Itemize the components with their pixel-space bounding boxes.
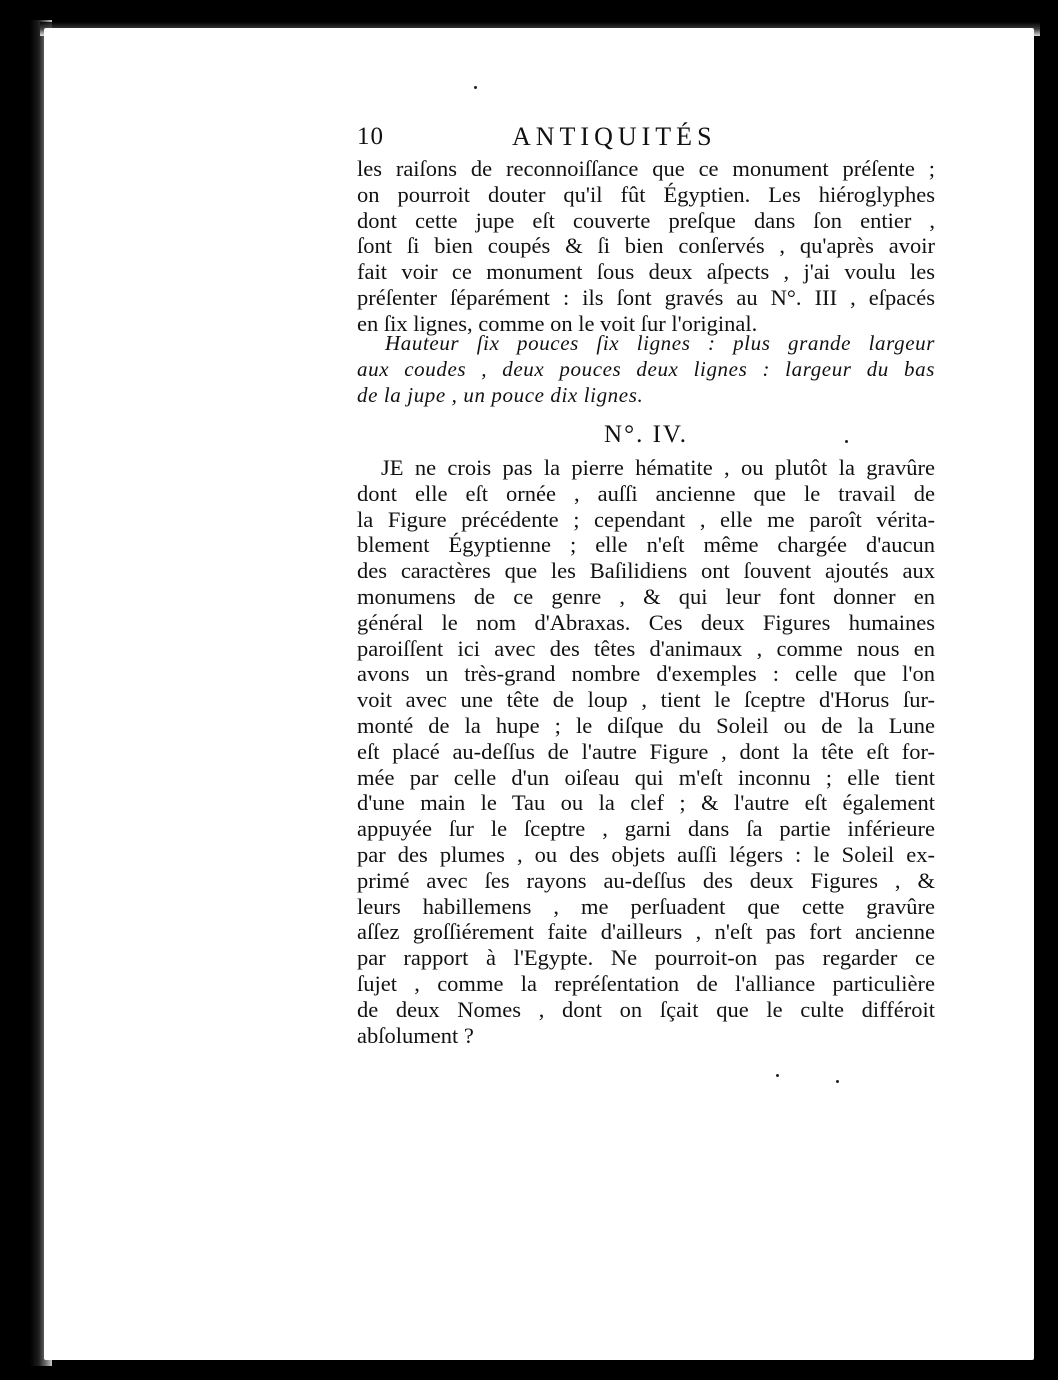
text-line: préſenter ſéparément : ils ſont gravés au N°. III , eſpacés bbox=[357, 284, 935, 310]
text-line: ſont ſi bien coupés & ſi bien conſervés , qu'après avoir bbox=[357, 233, 935, 259]
running-title: ANTIQUITÉS bbox=[512, 122, 717, 151]
text-line: d'une main le Tau ou la clef ; & l'autre eſt également bbox=[357, 790, 935, 816]
scan-speck bbox=[845, 440, 848, 443]
dimensions-line: Hauteur ſix pouces ſix lignes : plus grande largeur bbox=[385, 331, 935, 355]
text-line: dont elle eſt ornée , auſſi ancienne que le travail de bbox=[357, 480, 935, 506]
page-number: 10 bbox=[357, 123, 384, 150]
text-line: leurs habillemens , me perſuadent que cette gravûre bbox=[357, 893, 935, 919]
text-line: aſſez groſſiérement faite d'ailleurs , n'eſt pas fort ancienne bbox=[357, 919, 935, 945]
text-line: monté de la hupe ; le diſque du Soleil ou de la Lune bbox=[357, 712, 935, 738]
text-line: fait voir ce monument ſous deux aſpects , j'ai voulu les bbox=[357, 259, 935, 285]
paragraph-continuation bbox=[357, 156, 935, 337]
section-heading: N°. IV. bbox=[604, 421, 688, 448]
scan-speck bbox=[474, 86, 477, 89]
text-line: blement Égyptienne ; elle n'eſt même chargée d'aucun bbox=[357, 532, 935, 558]
dimensions-note bbox=[357, 330, 935, 408]
text-line: mée par celle d'un oiſeau qui m'eſt inconnu ; elle tient bbox=[357, 764, 935, 790]
dimensions-line: de la jupe , un pouce dix lignes. bbox=[357, 383, 644, 407]
scan-speck bbox=[776, 1074, 779, 1077]
running-head bbox=[357, 120, 783, 154]
dimensions-line: aux coudes , deux pouces deux lignes : largeur du bas bbox=[357, 357, 935, 381]
text-line: des caractères que les Baſilidiens ont ſouvent ajoutés aux bbox=[357, 558, 935, 584]
text-line: paroiſſent ici avec des têtes d'animaux , comme nous en bbox=[357, 635, 935, 661]
text-line: on pourroit douter qu'il fût Égyptien. Les hiéroglyphes bbox=[357, 181, 935, 207]
paragraph-section-iv bbox=[357, 455, 935, 1048]
text-line: abſolument ? bbox=[357, 1022, 474, 1048]
text-line: les raiſons de reconnoiſſance que ce monument préſente ; bbox=[357, 156, 935, 181]
text-line: JE ne crois pas la pierre hématite , ou plutôt la gravûre bbox=[381, 455, 935, 480]
text-line: dont cette jupe eſt couverte preſque dans ſon entier , bbox=[357, 207, 935, 233]
text-line: avons un très-grand nombre d'exemples : celle que l'on bbox=[357, 661, 935, 687]
text-line: en ſix lignes, comme on le voit ſur l'original. bbox=[357, 310, 758, 336]
text-line: ſujet , comme la repréſentation de l'alliance particulière bbox=[357, 970, 935, 996]
text-line: général le nom d'Abraxas. Ces deux Figures humaines bbox=[357, 609, 935, 635]
text-line: de deux Nomes , dont on ſçait que le culte différoit bbox=[357, 996, 935, 1022]
text-line: monumens de ce genre , & qui leur font donner en bbox=[357, 583, 935, 609]
text-line: primé avec ſes rayons au-deſſus des deux Figures , & bbox=[357, 867, 935, 893]
text-line: appuyée ſur le ſceptre , garni dans ſa partie inférieure bbox=[357, 816, 935, 842]
scan-speck bbox=[836, 1080, 839, 1083]
text-line: eſt placé au-deſſus de l'autre Figure , dont la tête eſt for- bbox=[357, 738, 935, 764]
text-line: la Figure précédente ; cependant , elle me paroît vérita- bbox=[357, 506, 935, 532]
text-line: par rapport à l'Egypte. Ne pourroit-on pas regarder ce bbox=[357, 945, 935, 971]
text-line: par des plumes , ou des objets auſſi légers : le Soleil ex- bbox=[357, 841, 935, 867]
text-line: voit avec une tête de loup , tient le ſceptre d'Horus ſur- bbox=[357, 687, 935, 713]
